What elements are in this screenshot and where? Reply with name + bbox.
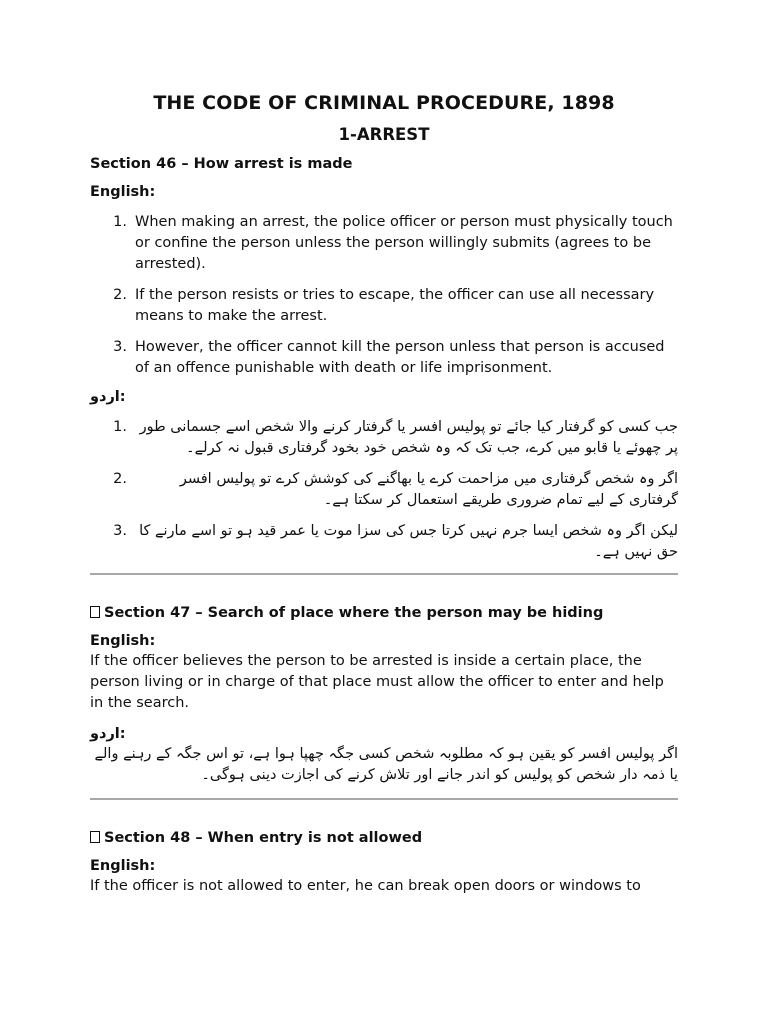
missing-glyph-icon	[90, 831, 100, 843]
english-text: If the officer is not allowed to enter, he can break open doors or windows to	[90, 878, 641, 894]
urdu-text: اگر پولیس افسر کو یقین ہو کہ مطلوبہ شخص کسی جگہ چھپا ہوا ہے، تو اس جگہ کے رہنے والے یا ذمہ دار شخص کو پولیس کو اندر جانے اور تلاش کرنے کی اجازت دینی ہوگی۔	[94, 746, 678, 783]
english-list	[90, 212, 678, 379]
urdu-label: اردو:	[90, 389, 126, 405]
list-item	[90, 521, 678, 563]
list-number: 1.	[113, 419, 127, 435]
list-text: لیکن اگر وہ شخص ایسا جرم نہیں کرتا جس کی سزا موت یا عمر قید ہو تو اسے مارنے کا حق نہیں ہے۔	[139, 523, 678, 560]
document-title: THE CODE OF CRIMINAL PROCEDURE, 1898	[153, 92, 615, 114]
list-item	[90, 469, 678, 511]
section-46	[90, 156, 678, 563]
list-item	[90, 417, 678, 459]
english-label: English:	[90, 858, 156, 874]
list-text: However, the officer cannot kill the person unless that person is accused of an offence punishable with death or life imprisonment.	[135, 339, 665, 376]
english-label: English:	[90, 633, 156, 649]
list-item	[90, 285, 678, 327]
list-item	[90, 337, 678, 379]
document-page	[90, 92, 678, 909]
urdu-list	[90, 417, 678, 563]
list-number: 3.	[113, 523, 127, 539]
list-text: If the person resists or tries to escape, the officer can use all necessary means to make the arrest.	[135, 287, 655, 324]
section-47-heading: Section 47 – Search of place where the person may be hiding	[104, 605, 604, 621]
list-text: اگر وہ شخص گرفتاری میں مزاحمت کرے یا بھاگنے کی کوشش کرے تو پولیس افسر گرفتاری کے لیے تمام ضروری طریقے استعمال کر سکتا ہے۔	[179, 471, 678, 508]
section-48-heading: Section 48 – When entry is not allowed	[104, 830, 423, 846]
list-number: 3.	[113, 339, 127, 355]
list-number: 2.	[113, 471, 127, 487]
missing-glyph-icon	[90, 606, 100, 618]
section-47	[90, 605, 678, 786]
urdu-label: اردو:	[90, 726, 126, 742]
section-46-heading: Section 46 – How arrest is made	[90, 156, 353, 172]
list-item	[90, 212, 678, 275]
english-label: English:	[90, 184, 156, 200]
list-number: 2.	[113, 287, 127, 303]
document-subtitle: 1-ARREST	[338, 125, 430, 144]
list-number: 1.	[113, 214, 127, 230]
list-text: جب کسی کو گرفتار کیا جائے تو پولیس افسر یا گرفتار کرنے والا شخص اسے جسمانی طور پر چھوئے یا قابو میں کرے، جب تک کہ وہ شخص خود بخود گرفتاری قبول نہ کرلے۔	[139, 419, 678, 456]
section-divider	[90, 798, 678, 800]
list-text: When making an arrest, the police officer or person must physically touch or confine the person unless the person willingly submits (agrees to be arrested).	[135, 214, 673, 272]
section-divider	[90, 573, 678, 575]
english-text: If the officer believes the person to be arrested is inside a certain place, the person living or in charge of that place must allow the officer to enter and help in the search.	[90, 653, 664, 711]
section-48	[90, 830, 678, 897]
